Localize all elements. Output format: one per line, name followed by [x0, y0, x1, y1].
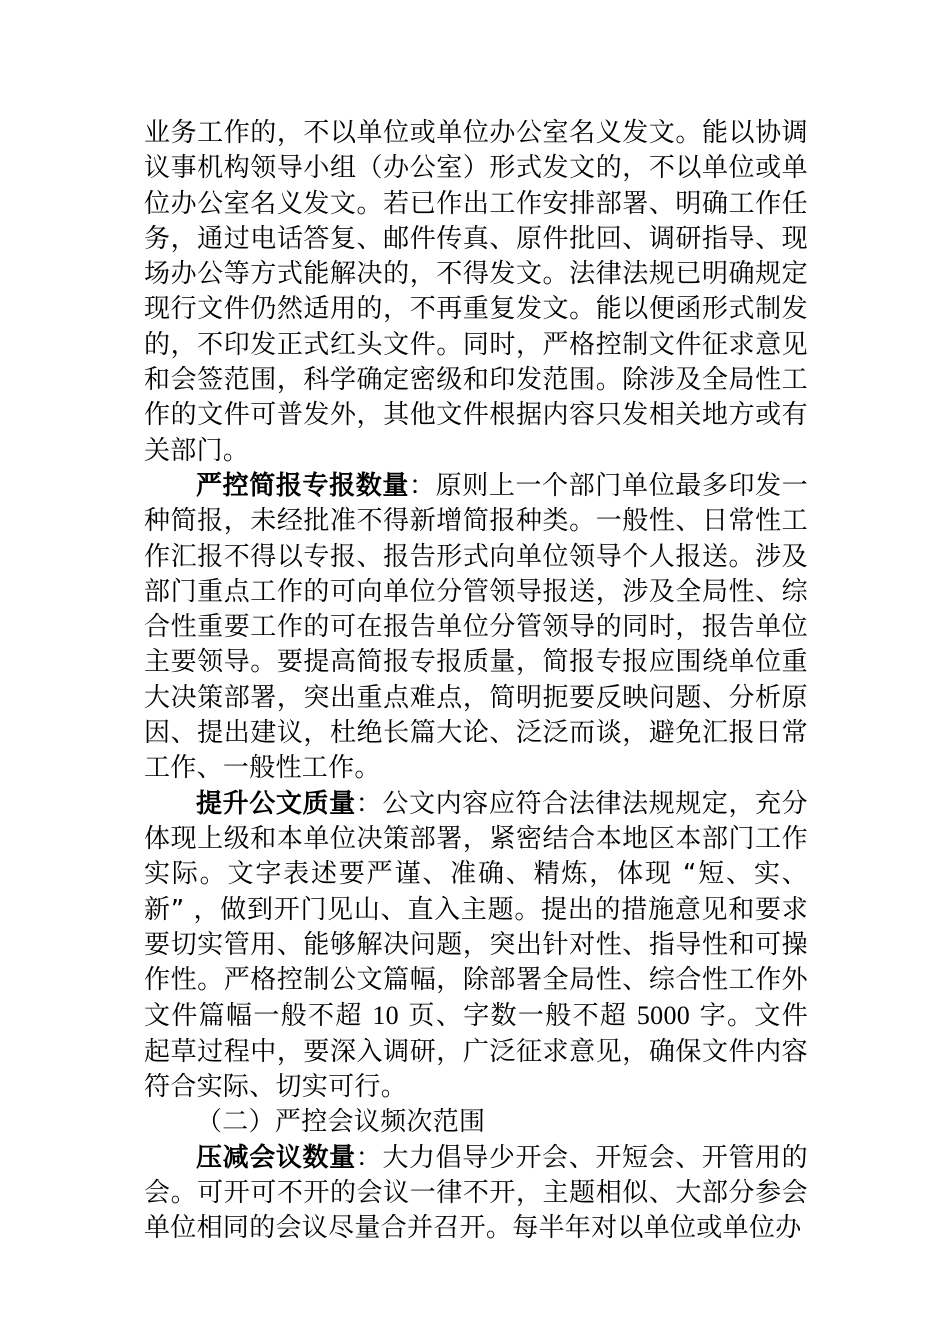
- paragraph-file-issuance: 业务工作的，不以单位或单位办公室名义发文。能以协调议事机构领导小组（办公室）形式发文的，不以单位或单位办公室名义发文。若已作出工作安排部署、明确工作任务，通过电话答复、邮件传真、原件批回、调研指导、现场办公等方式能解决的，不得发文。法律法规已明确规定现行文件仍然适用的，不再重复发文。能以便函形式制发的，不印发正式红头文件。同时，严格控制文件征求意见和会签范围，科学确定密级和印发范围。除涉及全局性工作的文件可普发外，其他文件根据内容只发相关地方或有关部门。: [144, 118, 808, 466]
- paragraph-meeting-reduction: [144, 1141, 808, 1247]
- paragraph-document-quality: [144, 787, 808, 1106]
- body-briefing-control: ：原则上一个部门单位最多印发一种简报，未经批准不得新增简报种类。一般性、日常性工作汇报不得以专报、报告形式向单位领导个人报送。涉及部门重点工作的可向单位分管领导报送，涉及全局性、综合性重要工作的可在报告单位分管领导的同时，报告单位主要领导。要提高简报专报质量，简报专报应围绕单位重大决策部署，突出重点难点，简明扼要反映问题、分析原因、提出建议，杜绝长篇大论、泛泛而谈，避免汇报日常工作、一般性工作。: [144, 470, 808, 784]
- page-limit-number: 10: [372, 1001, 399, 1031]
- document-page: [144, 116, 808, 1247]
- heading-briefing-control: 严控简报专报数量: [196, 470, 409, 501]
- heading-document-quality: 提升公文质量: [196, 788, 356, 819]
- body-meeting-reduction: ：大力倡导少开会、开短会、开管用的会。可开可不开的会议一律不开，主题相似、大部分参会单位相同的会议尽量合并召开。每半年对以单位或单位办: [144, 1142, 808, 1244]
- word-limit-number: 5000: [636, 1001, 691, 1031]
- paragraph-briefing-control: [144, 469, 808, 787]
- heading-meeting-reduction: 压减会议数量: [196, 1142, 356, 1173]
- body-document-quality-a: ：公文内容应符合法律法规规定，充分体现上级和本单位决策部署，紧密结合本地区本部门工作实际。文字表述要严谨、准确、精炼，体现 “短、实、新” ，做到开门见山、直入主题。提出的措施意见和要求要切实管用、能够解决问题，突出针对性、指导性和可操作性。严格控制公文篇幅，除部署全局性、综合性工作外文件篇幅一般不超: [144, 788, 808, 1032]
- section-heading-meetings: （二）严控会议频次范围: [196, 1107, 486, 1138]
- body-document-quality-b: 页、字数一般不超: [398, 1001, 637, 1032]
- body-document-quality-c: 字。文件起草过程中，要深入调研，广泛征求意见，确保文件内容符合实际、切实可行。: [144, 1001, 809, 1103]
